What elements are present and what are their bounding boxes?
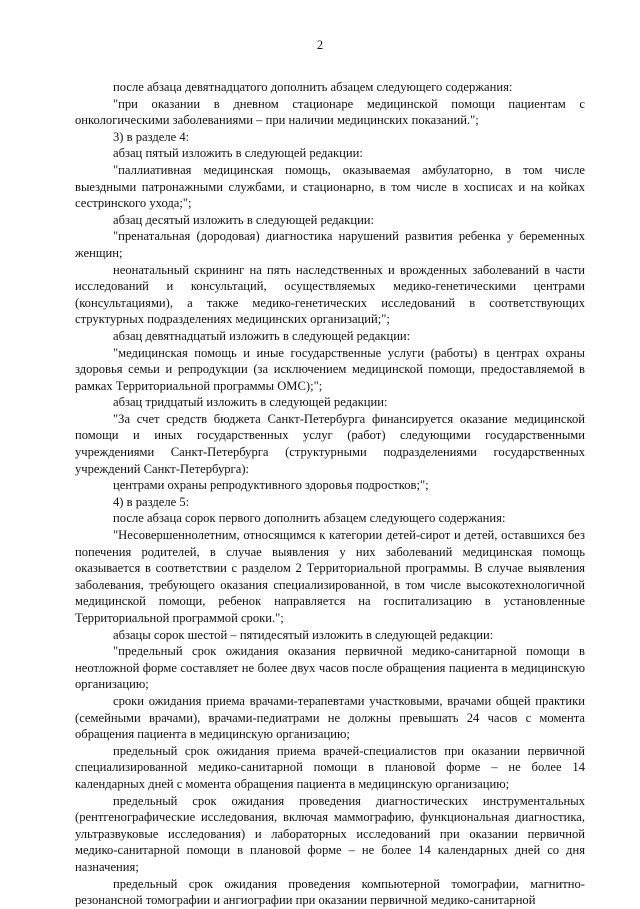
paragraph: предельный срок ожидания проведения диагностических инструментальных (рентгенографические исследования, включая маммографию, функциональная диагностика, ультразвуковые исследования) и лабораторных исследований при оказании первичной медико-санитарной помощи в плановой форме – не более 14 календарных дней со дня назначения; <box>75 793 585 874</box>
paragraph: сроки ожидания приема врачами-терапевтами участковыми, врачами общей практики (семейными врачами), врачами-педиатрами не должны превышать 24 часов с момента обращения пациента в медицинскую организацию; <box>75 693 585 742</box>
paragraph: абзац пятый изложить в следующей редакции: <box>113 146 363 161</box>
paragraph: "За счет средств бюджета Санкт-Петербурга финансируется оказание медицинской помощи и иных государственных услуг (работ) следующими государственными учреждениями Санкт-Петербурга (структурными подразделениями государственных учреждений Санкт-Петербурга): <box>75 411 585 476</box>
paragraph: "Несовершеннолетним, относящимся к категории детей-сирот и детей, оставшихся без попечения родителей, в случае выявления у них заболеваний медицинская помощь оказывается в соответствии с разделом 2 Территориальной программы. В случае выявления заболевания, требующего оказания специализированной, в том числе высокотехнологичной медицинской помощи, ребенок направляется на госпитализацию в установленные Территориальной программой сроки."; <box>75 528 585 625</box>
paragraph: "пренатальная (дородовая) диагностика нарушений развития ребенка у беременных женщин; <box>75 229 585 260</box>
document-body <box>75 79 585 909</box>
paragraph: 4) в разделе 5: <box>113 494 190 509</box>
paragraph: "медицинская помощь и иные государственные услуги (работы) в центрах охраны здоровья семьи и репродукции (за исключением медицинской помощи, предоставляемой в рамках Территориальной программы ОМС);"; <box>75 345 585 393</box>
paragraph: неонатальный скрининг на пять наследственных и врожденных заболеваний в части исследований и консультаций, осуществляемых медико-генетическими центрами (консультациями), а также медико-генетических исследований в соответствующих структурных подразделениях медицинских организаций;"; <box>75 262 585 327</box>
page-number: 2 <box>316 38 324 52</box>
paragraph: "предельный срок ожидания оказания первичной медико-санитарной помощи в неотложной форме составляет не более двух часов после обращения пациента в медицинскую организацию; <box>75 644 585 692</box>
paragraph: предельный срок ожидания проведения компьютерной томографии, магнитно-резонансной томографии и ангиографии при оказании первичной медико-санитарной <box>75 876 585 908</box>
paragraph: центрами охраны репродуктивного здоровья подростков;"; <box>113 478 429 493</box>
paragraph: предельный срок ожидания приема врачей-специалистов при оказании первичной специализированной медико-санитарной помощи в плановой форме – не более 14 календарных дней с момента обращения пациента в медицинскую организацию; <box>75 743 585 791</box>
paragraph: после абзаца сорок первого дополнить абзацем следующего содержания: <box>113 511 506 526</box>
paragraph: "при оказании в дневном стационаре медицинской помощи пациентам с онкологическими заболеваниями – при наличии медицинских показаний."; <box>75 96 585 128</box>
paragraph: 3) в разделе 4: <box>113 129 190 144</box>
paragraph: после абзаца девятнадцатого дополнить абзацем следующего содержания: <box>113 80 513 94</box>
paragraph: "паллиативная медицинская помощь, оказываемая амбулаторно, в том числе выездными патронажными службами, и стационарно, в том числе в хосписах и на койках сестринского ухода;"; <box>75 162 585 211</box>
paragraph: абзац десятый изложить в следующей редакции: <box>113 212 375 227</box>
paragraph: абзац тридцатый изложить в следующей редакции: <box>113 395 388 410</box>
paragraph: абзац девятнадцатый изложить в следующей редакции: <box>113 328 411 343</box>
paragraph: абзацы сорок шестой – пятидесятый изложить в следующей редакции: <box>113 627 494 642</box>
